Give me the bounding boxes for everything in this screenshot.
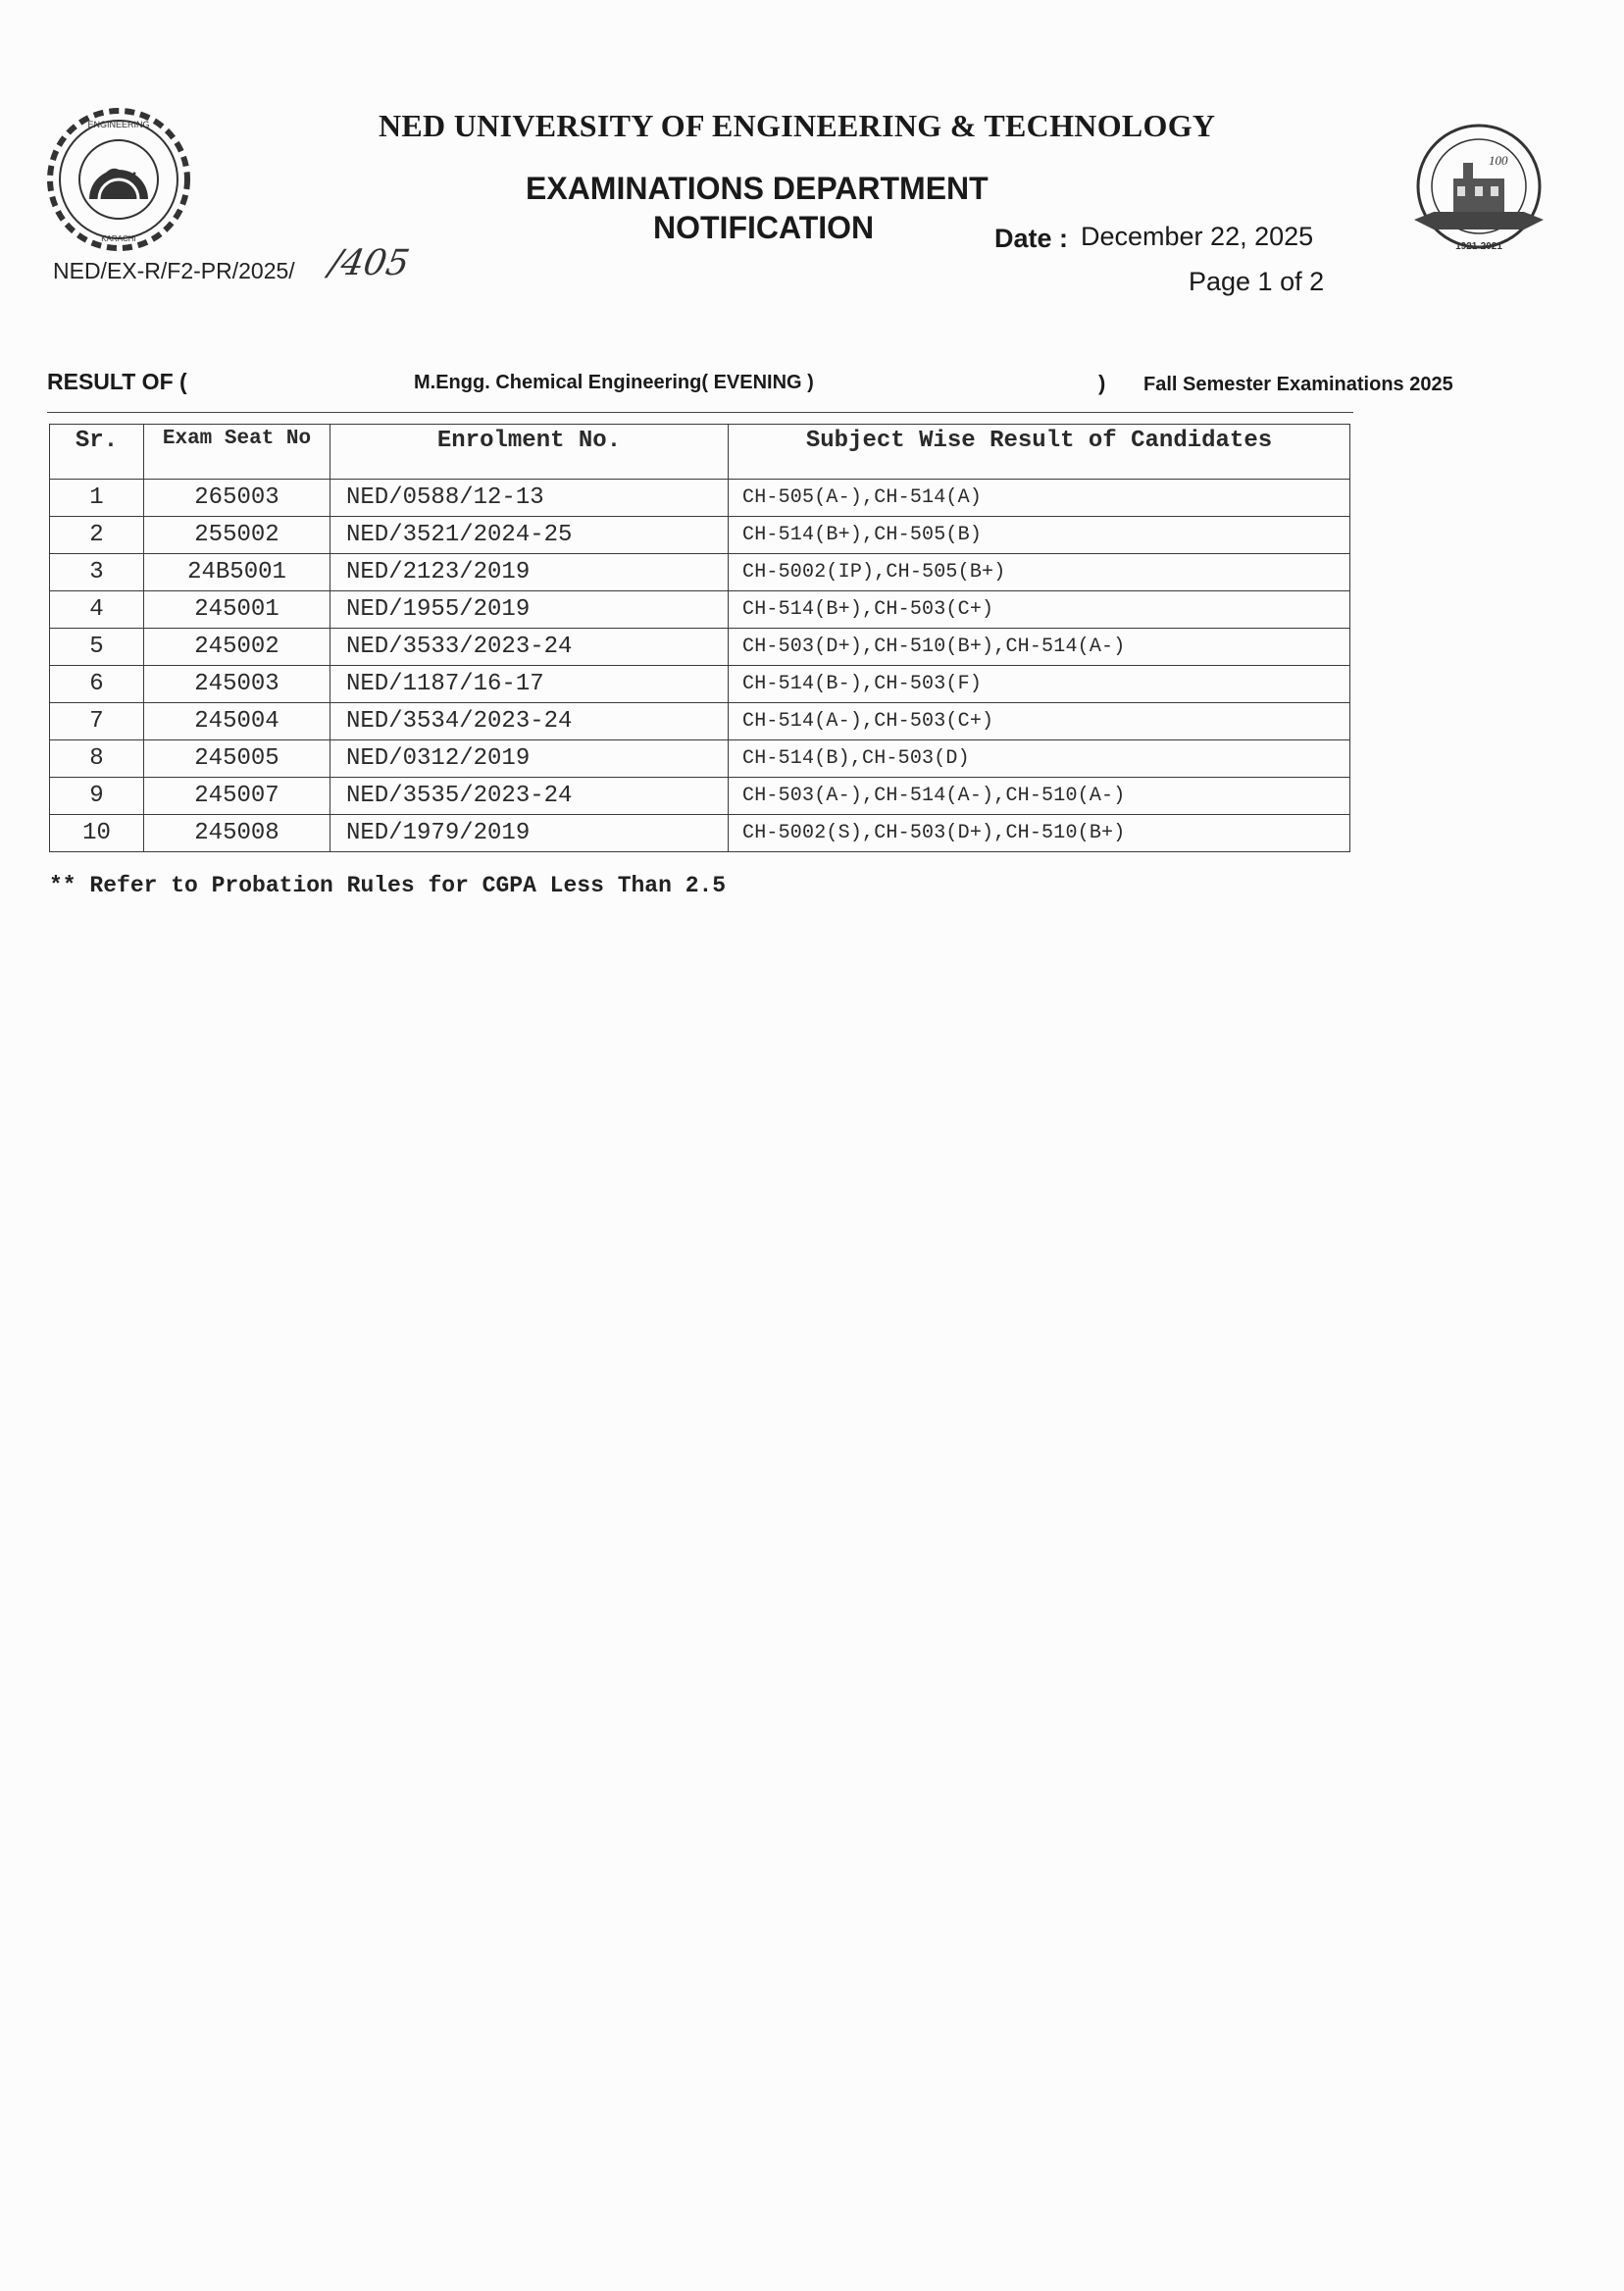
row-enrolment-cell: NED/3533/2023-24 — [330, 629, 729, 666]
page-number: Page 1 of 2 — [1189, 267, 1325, 296]
row-result-cell: CH-505(A-),CH-514(A) — [729, 480, 1350, 517]
table-row — [50, 666, 1350, 703]
row-result-cell: CH-514(B+),CH-505(B) — [729, 517, 1350, 554]
row-seat-cell: 245001 — [144, 591, 330, 629]
row-enrolment-cell: NED/0312/2019 — [330, 740, 729, 778]
ned-university-logo — [45, 106, 192, 253]
row-enrolment-cell: NED/3535/2023-24 — [330, 778, 729, 815]
row-seat-cell: 24B5001 — [144, 554, 330, 591]
row-result-cell: CH-514(B),CH-503(D) — [729, 740, 1350, 778]
university-name: NED UNIVERSITY OF ENGINEERING & TECHNOLOGY — [379, 108, 1216, 143]
header-sr: Sr. — [50, 425, 144, 480]
table-row — [50, 480, 1350, 517]
row-sr-cell: 2 — [50, 517, 144, 554]
header-subject-result: Subject Wise Result of Candidates — [729, 425, 1350, 480]
row-sr-cell: 7 — [50, 703, 144, 740]
row-sr-cell: 9 — [50, 778, 144, 815]
result-of-label: RESULT OF ( — [47, 369, 187, 394]
svg-text:100: 100 — [1489, 153, 1508, 168]
row-result-cell: CH-514(B-),CH-503(F) — [729, 666, 1350, 703]
reference-handwritten-number: /405 — [326, 243, 413, 283]
divider-line — [47, 412, 1353, 413]
table-row — [50, 778, 1350, 815]
table-header-row — [50, 425, 1350, 480]
table-body — [50, 480, 1350, 852]
department-name: EXAMINATIONS DEPARTMENT — [526, 171, 989, 206]
date-label: Date : — [994, 224, 1069, 253]
row-result-cell: CH-514(A-),CH-503(C+) — [729, 703, 1350, 740]
row-seat-cell: 245005 — [144, 740, 330, 778]
row-result-cell: CH-514(B+),CH-503(C+) — [729, 591, 1350, 629]
row-enrolment-cell: NED/3521/2024-25 — [330, 517, 729, 554]
row-sr-cell: 4 — [50, 591, 144, 629]
results-table — [49, 424, 1350, 852]
svg-text:KARACHI: KARACHI — [101, 234, 136, 243]
table-row — [50, 517, 1350, 554]
table-row — [50, 703, 1350, 740]
row-result-cell: CH-5002(IP),CH-505(B+) — [729, 554, 1350, 591]
row-result-cell: CH-503(A-),CH-514(A-),CH-510(A-) — [729, 778, 1350, 815]
row-enrolment-cell: NED/1979/2019 — [330, 815, 729, 852]
ned-centenary-seal — [1404, 118, 1553, 267]
row-seat-cell: 245002 — [144, 629, 330, 666]
row-sr-cell: 6 — [50, 666, 144, 703]
table-row — [50, 591, 1350, 629]
date-value: December 22, 2025 — [1081, 222, 1314, 251]
header-enrolment-no: Enrolment No. — [330, 425, 729, 480]
row-enrolment-cell: NED/0588/12-13 — [330, 480, 729, 517]
table-row — [50, 740, 1350, 778]
row-enrolment-cell: NED/3534/2023-24 — [330, 703, 729, 740]
row-sr-cell: 8 — [50, 740, 144, 778]
row-seat-cell: 245007 — [144, 778, 330, 815]
row-seat-cell: 245008 — [144, 815, 330, 852]
svg-text:1921-2021: 1921-2021 — [1455, 241, 1502, 252]
svg-text:ENGINEERING: ENGINEERING — [87, 120, 150, 129]
row-enrolment-cell: NED/1955/2019 — [330, 591, 729, 629]
row-result-cell: CH-5002(S),CH-503(D+),CH-510(B+) — [729, 815, 1350, 852]
row-sr-cell: 1 — [50, 480, 144, 517]
probation-footnote: ** Refer to Probation Rules for CGPA Less Than 2.5 — [49, 873, 727, 898]
row-seat-cell: 255002 — [144, 517, 330, 554]
row-seat-cell: 265003 — [144, 480, 330, 517]
program-name: M.Engg. Chemical Engineering( EVENING ) — [414, 372, 814, 393]
table-row — [50, 629, 1350, 666]
notification-title: NOTIFICATION — [653, 210, 875, 245]
row-sr-cell: 5 — [50, 629, 144, 666]
row-enrolment-cell: NED/2123/2019 — [330, 554, 729, 591]
exam-session: Fall Semester Examinations 2025 — [1143, 374, 1453, 395]
row-result-cell: CH-503(D+),CH-510(B+),CH-514(A-) — [729, 629, 1350, 666]
row-enrolment-cell: NED/1187/16-17 — [330, 666, 729, 703]
table-row — [50, 554, 1350, 591]
row-seat-cell: 245003 — [144, 666, 330, 703]
result-of-close-paren: ) — [1098, 371, 1106, 395]
row-sr-cell: 3 — [50, 554, 144, 591]
header-exam-seat-no: Exam Seat No — [144, 425, 330, 480]
reference-number: NED/EX-R/F2-PR/2025/ — [53, 258, 295, 283]
row-seat-cell: 245004 — [144, 703, 330, 740]
table-row — [50, 815, 1350, 852]
row-sr-cell: 10 — [50, 815, 144, 852]
